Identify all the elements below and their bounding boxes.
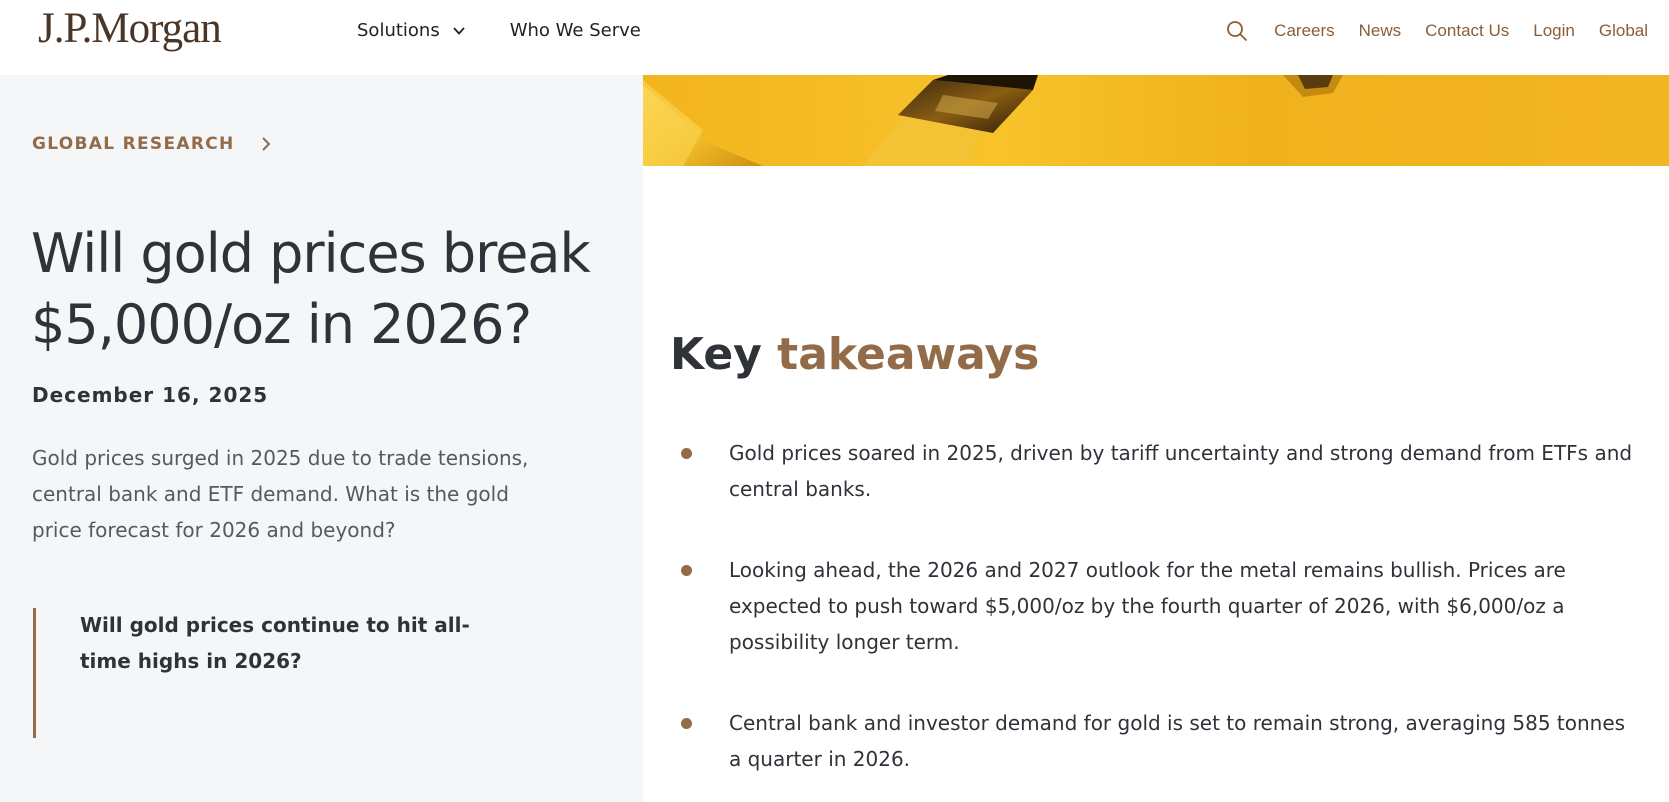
site-header xyxy=(0,0,1669,75)
takeaway-text: Looking ahead, the 2026 and 2027 outlook for the metal remains bullish. Prices are expected to push toward $5,000/oz by the fourth quarter of 2026, with $6,000/oz a possibility longer term. xyxy=(729,558,1566,654)
hero-image-gold-bars xyxy=(643,75,1669,166)
nav-global-link[interactable]: Global xyxy=(1598,21,1648,40)
takeaways-list xyxy=(680,435,1640,802)
nav-login-link[interactable]: Login xyxy=(1533,21,1575,40)
jpmorgan-logo[interactable]: J.P.Morgan xyxy=(38,5,221,52)
breadcrumb[interactable] xyxy=(32,134,273,154)
nav-who-we-serve[interactable] xyxy=(510,20,641,41)
gold-bars-illustration xyxy=(643,75,1669,166)
primary-nav xyxy=(357,20,641,41)
search-icon[interactable] xyxy=(1226,20,1248,42)
takeaway-text: Central bank and investor demand for gold is set to remain strong, averaging 585 tonnes a quarter in 2026. xyxy=(729,711,1626,771)
chevron-right-icon xyxy=(259,136,273,152)
nav-solutions-label: Solutions xyxy=(357,20,440,41)
nav-contact-us-link[interactable]: Contact Us xyxy=(1425,21,1510,40)
list-item xyxy=(680,435,1640,507)
key-takeaways-heading-accent: takeaways xyxy=(777,329,1040,380)
page-title: Will gold prices break $5,000/oz in 2026? xyxy=(31,222,590,356)
takeaway-text: Gold prices soared in 2025, driven by tariff uncertainty and strong demand from ETFs and central banks. xyxy=(729,441,1633,501)
chevron-down-icon xyxy=(452,24,466,38)
nav-solutions[interactable] xyxy=(357,20,466,41)
nav-news-link[interactable]: News xyxy=(1358,21,1402,40)
bullet-dot-icon xyxy=(681,718,692,729)
key-takeaways-heading xyxy=(670,329,1039,380)
list-item xyxy=(680,705,1640,777)
utility-nav xyxy=(1226,20,1648,42)
publish-date: December 16, 2025 xyxy=(32,383,269,407)
list-item xyxy=(680,552,1640,660)
article-summary: Gold prices surged in 2025 due to trade tensions, central bank and ETF demand. What is the gold price forecast for 2026 and beyond? xyxy=(32,446,529,542)
bullet-dot-icon xyxy=(681,448,692,459)
faq-question-link[interactable]: Will gold prices continue to hit all-time highs in 2026? xyxy=(80,613,470,673)
nav-careers-link[interactable]: Careers xyxy=(1274,21,1335,40)
bullet-dot-icon xyxy=(681,565,692,576)
nav-who-we-serve-label: Who We Serve xyxy=(509,20,641,41)
key-takeaways-heading-plain: Key xyxy=(670,329,778,380)
breadcrumb-label: GLOBAL RESEARCH xyxy=(32,134,235,154)
